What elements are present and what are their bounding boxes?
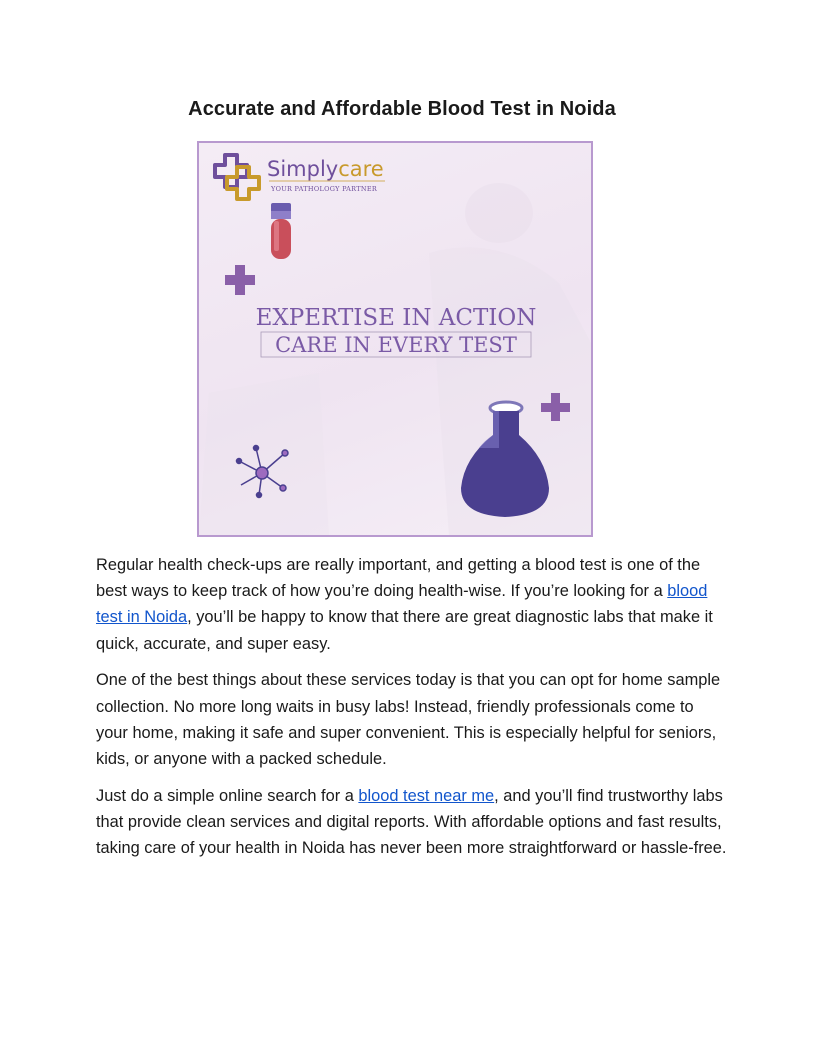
brand-name xyxy=(267,157,384,181)
blood-test-near-me-link[interactable]: blood test near me xyxy=(358,786,495,805)
simplycare-logo-icon xyxy=(215,155,259,199)
paragraph-2: One of the best things about these services today is that you can opt for home sample collection. No more long waits in busy labs! Instead, friendly professionals come to your home, making it safe and super convenient. This is especially helpful for seniors, kids, or anyone with a packed schedule. xyxy=(96,671,721,768)
test-tube-icon xyxy=(271,203,291,259)
plus-icon-left xyxy=(225,265,255,295)
headline-line-2: CARE IN EVERY TEST xyxy=(275,333,517,357)
article-body xyxy=(96,552,728,872)
page-title: Accurate and Affordable Blood Test in Noida xyxy=(188,98,616,120)
promo-banner-image xyxy=(197,141,593,537)
paragraph-3: Just do a simple online search for a blood test near me, and you’ll find trustworthy labs that provide clean services and digital reports. With affordable options and fast results, taking care of your health in Noida has never been more straightforward or hassle-free. xyxy=(96,786,727,858)
brand-tagline: YOUR PATHOLOGY PARTNER xyxy=(271,185,378,193)
brand-care: care xyxy=(338,157,384,181)
headline-line-1: EXPERTISE IN ACTION xyxy=(255,305,537,331)
brand-simply: Simply xyxy=(267,157,339,181)
blood-test-in-noida-link[interactable]: blood test in Noida xyxy=(96,582,708,627)
paragraph-1: Regular health check-ups are really important, and getting a blood test is one of the best ways to keep track of how you’re doing health-wise. If you’re looking for a blood test in Noida, you’ll be happy to know that there are great diagnostic labs that make it quick, accurate, and super easy. xyxy=(96,556,713,653)
